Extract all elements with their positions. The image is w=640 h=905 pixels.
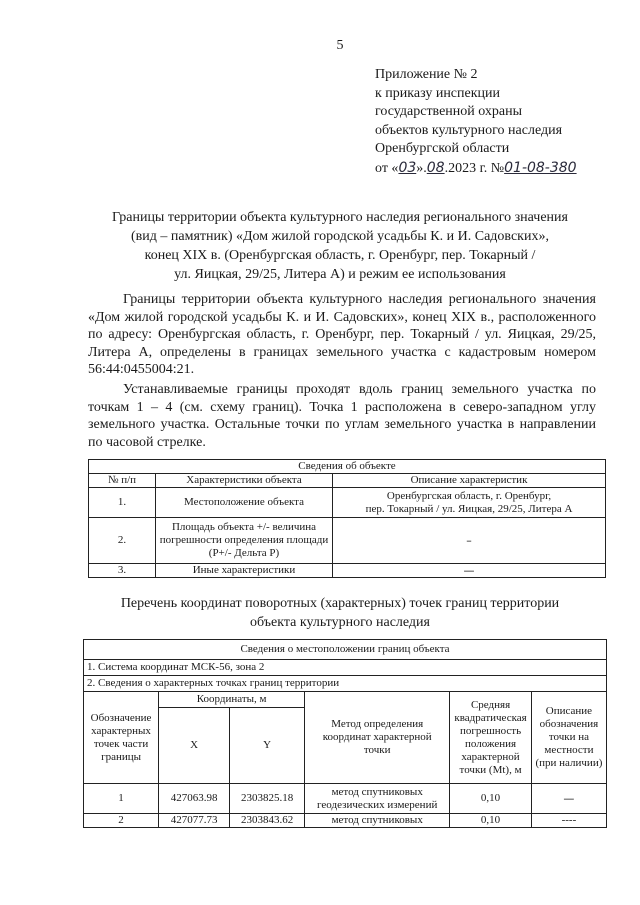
paragraph-text: Устанавливаемые границы проходят вдоль границ земельного участка по точкам 1 – 4 (см. схему границ). Точка 1 расположена в северо-западном углу земельного участка. Остальные точки по углам земельного участка в направлении по часовой стрелке. <box>88 382 596 450</box>
appendix-block <box>375 66 577 178</box>
title-line: Границы территории объекта культурного наследия регионального значения <box>112 210 568 225</box>
point-error: 0,10 <box>450 814 532 828</box>
table-header: Характеристики объекта <box>156 474 333 488</box>
paragraph-boundaries <box>88 291 596 379</box>
header-method: Метод определения координат характерной точки <box>305 692 450 784</box>
handwritten-day: 03 <box>398 159 417 176</box>
title-line: конец XIX в. (Оренбургская область, г. Оренбург, пер. Токарный / <box>144 248 536 263</box>
appendix-date-line <box>375 159 577 179</box>
row-number: 3. <box>89 564 156 578</box>
heading-line: Перечень координат поворотных (характерных) точек границ территории <box>120 596 560 611</box>
point-y: 2303843.62 <box>230 814 305 828</box>
desc-line: пер. Токарный / ул. Яицкая, 29/25, Литера А <box>365 502 573 515</box>
point-id: 1 <box>84 784 159 814</box>
point-y: 2303825.18 <box>230 784 305 814</box>
row-characteristic: Иные характеристики <box>156 564 333 578</box>
page-number: 5 <box>336 38 344 53</box>
header-designation: Обозначение характерных точек части границы <box>84 692 159 784</box>
point-method: метод спутниковых <box>305 814 450 828</box>
point-method: метод спутниковых геодезических измерений <box>305 784 450 814</box>
date-year: .2023 г. № <box>444 160 505 176</box>
handwritten-month: 08 <box>426 159 445 176</box>
table-row <box>89 488 606 518</box>
point-description: ---- <box>531 814 606 828</box>
document-title <box>80 208 600 284</box>
row-description: — <box>333 564 606 578</box>
row-description: – <box>333 518 606 564</box>
coordinates-table <box>83 639 607 828</box>
object-info-table <box>88 459 606 578</box>
title-line: (вид – памятник) «Дом жилой городской усадьбы К. и И. Садовских», <box>131 229 549 244</box>
row-number: 2. <box>89 518 156 564</box>
handwritten-order-number: 01-08-380 <box>504 159 577 176</box>
coordinates-heading <box>80 594 600 632</box>
appendix-line: к приказу инспекции <box>375 85 501 101</box>
row-characteristic: Площадь объекта +/- величина погрешности определения площади (Р+/- Дельта Р) <box>156 518 333 564</box>
appendix-line: Приложение № 2 <box>375 67 478 82</box>
table-row <box>84 784 607 814</box>
header-error: Средняя квадратическая погрешность положения характерной точки (Mt), м <box>450 692 532 784</box>
point-error: 0,10 <box>450 784 532 814</box>
table-caption: Сведения об объекте <box>89 460 606 474</box>
appendix-line: Оренбургской области <box>375 141 510 156</box>
table-header: № п/п <box>89 474 156 488</box>
point-id: 2 <box>84 814 159 828</box>
row-number: 1. <box>89 488 156 518</box>
header-description: Описание обозначения точки на местности (при наличии) <box>531 692 606 784</box>
point-x: 427077.73 <box>159 814 230 828</box>
table-row <box>84 814 607 828</box>
table-row <box>89 518 606 564</box>
title-line: ул. Яицкая, 29/25, Литера А) и режим ее использования <box>174 267 506 282</box>
point-description: — <box>531 784 606 814</box>
heading-line: объекта культурного наследия <box>250 615 430 630</box>
appendix-line: объектов культурного наследия <box>375 122 563 138</box>
row-characteristic: Местоположение объекта <box>156 488 333 518</box>
appendix-line: государственной охраны <box>375 104 523 119</box>
date-separator: ». <box>416 160 427 176</box>
date-prefix: от « <box>375 160 399 176</box>
paragraph-points <box>88 381 596 451</box>
row-description <box>333 488 606 518</box>
coordinate-system: 1. Система координат МСК-56, зона 2 <box>84 660 607 676</box>
point-x: 427063.98 <box>159 784 230 814</box>
table-row <box>89 564 606 578</box>
table-caption: Сведения о местоположении границ объекта <box>84 640 607 660</box>
paragraph-text: Границы территории объекта культурного наследия регионального значения «Дом жилой городской усадьбы К. и И. Садовских», конец XIX в., расположенного по адресу: Оренбургская область, г. Оренбург, пер. Токарный / ул. Яицкая, 29/25, Литера А, определены в границах земельного участка с кадастровым номером 56:44:0455004:21. <box>88 292 596 377</box>
desc-line: Оренбургская область, г. Оренбург, <box>386 489 552 502</box>
header-coordinates: Координаты, м <box>159 692 305 708</box>
points-caption: 2. Сведения о характерных точках границ территории <box>84 676 607 692</box>
header-y: Y <box>230 708 305 784</box>
table-header: Описание характеристик <box>333 474 606 488</box>
header-x: X <box>159 708 230 784</box>
